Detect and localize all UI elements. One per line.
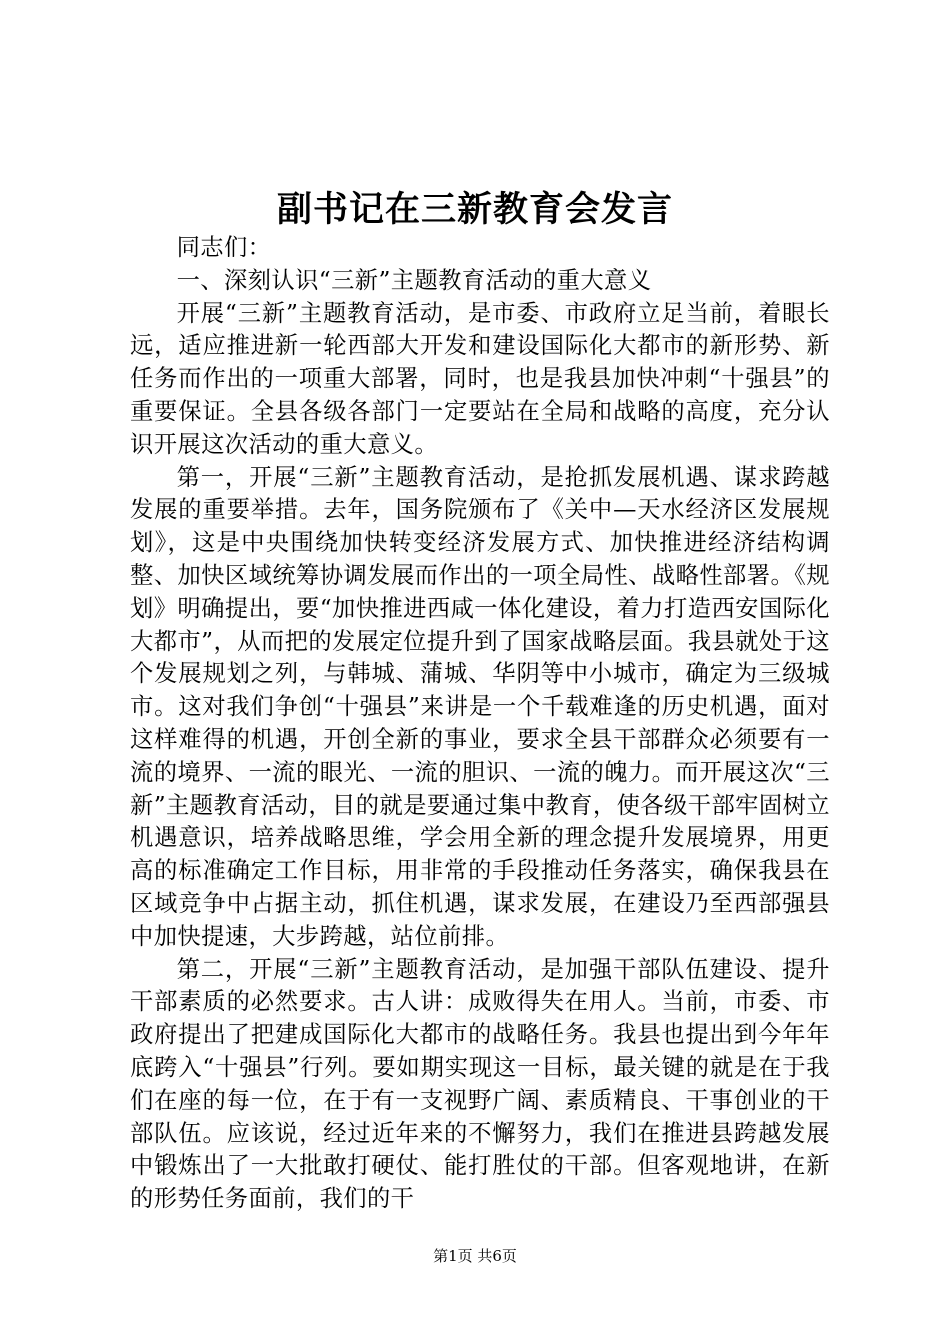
document-body	[130, 232, 830, 1216]
section-heading: 一、深刻认识“三新”主题教育活动的重大意义	[176, 266, 652, 294]
document-title: 副书记在三新教育会发言	[276, 189, 673, 230]
body-paragraph: 第一，开展“三新”主题教育活动，是抢抓发展机遇、谋求跨越发展的重要举措。去年，国务院颁布了《关中—天水经济区发展规划》，这是中央围绕加快转变经济发展方式、加快推进经济结构调整、加快区域统筹协调发展而作出的一项全局性、战略性部署。《规划》明确提出，要“加快推进西咸一体化建设，着力打造西安国际化大都市”，从而把的发展定位提升到了国家战略层面。我县就处于这个发展规划之列，与韩城、蒲城、华阴等中小城市，确定为三级城市。这对我们争创“十强县”来讲是一个千载难逢的历史机遇，面对这样难得的机遇，开创全新的事业，要求全县干部群众必须要有一流的境界、一流的眼光、一流的胆识、一流的魄力。而开展这次“三新”主题教育活动，目的就是要通过集中教育，使各级干部牢固树立机遇意识，培养战略思维，学会用全新的理念提升发展境界，用更高的标准确定工作目标，用非常的手段推动任务落实，确保我县在区域竞争中占据主动，抓住机遇，谋求发展，在建设乃至西部强县中加快提速，大步跨越，站位前排。	[130, 463, 830, 950]
body-paragraph: 开展“三新”主题教育活动，是市委、市政府立足当前，着眼长远，适应推进新一轮西部大开发和建设国际化大都市的新形势、新任务而作出的一项重大部署，同时，也是我县加快冲刺“十强县”的重要保证。全县各级各部门一定要站在全局和战略的高度，充分认识开展这次活动的重大意义。	[130, 299, 830, 458]
body-paragraph: 第二，开展“三新”主题教育活动，是加强干部队伍建设、提升干部素质的必然要求。古人讲：成败得失在用人。当前，市委、市政府提出了把建成国际化大都市的战略任务。我县也提出到今年年底跨入“十强县”行列。要如期实现这一目标，最关键的就是在于我们在座的每一位，在于有一支视野广阔、素质精良、干事创业的干部队伍。应该说，经过近年来的不懈努力，我们在推进县跨越发展中锻炼出了一大批敢打硬仗、能打胜仗的干部。但客观地讲，在新的形势任务面前，我们的干	[130, 955, 830, 1213]
page-number-footer: 第1页 共6页	[433, 1247, 517, 1265]
salutation-paragraph: 同志们：	[176, 234, 272, 261]
